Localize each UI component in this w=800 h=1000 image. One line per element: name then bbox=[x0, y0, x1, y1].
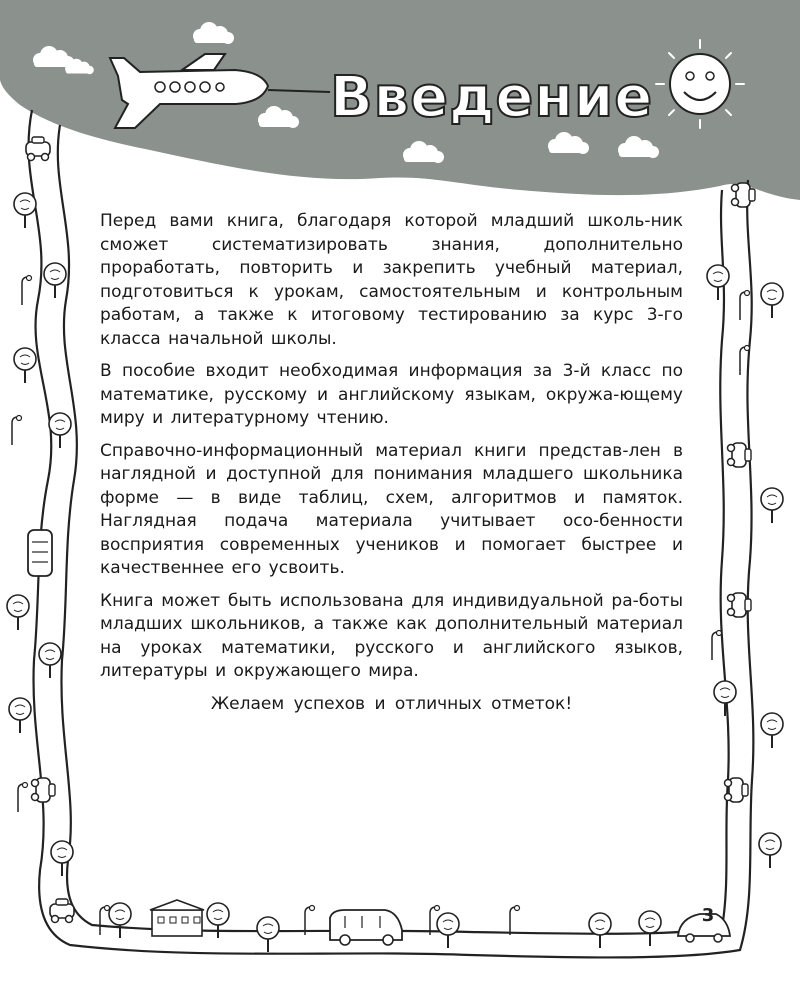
lamp-icon bbox=[712, 631, 722, 661]
tree-icon bbox=[714, 681, 736, 716]
tree-icon bbox=[109, 903, 131, 938]
tree-icon bbox=[51, 841, 73, 876]
tree-icon bbox=[39, 643, 61, 678]
paragraph: Справочно-информационный материал книги представ-лен в наглядной и доступной для понимания младшего школьника форме — в виде таблиц, схем, алгоритмов и памяток. Наглядная подача материала учитывает осо-бенности восприятия современных учеников и помогает быстрее и качественнее его усвоить. bbox=[100, 440, 683, 578]
school-building-icon bbox=[150, 900, 204, 936]
tree-icon bbox=[761, 488, 783, 523]
lamp-icon bbox=[12, 416, 22, 446]
paragraph: Перед вами книга, благодаря которой младший школь-ник сможет систематизировать знания, дополнительно проработать, повторить и закрепить учебный материал, подготовиться к урокам, самостоятельным и контрольным работам, а также к итоговому тестированию за курс 3-го класса начальной школы. bbox=[100, 211, 683, 349]
closing-wish: Желаем успехов и отличных отметок! bbox=[210, 693, 573, 714]
tree-icon bbox=[7, 595, 29, 630]
tree-icon bbox=[707, 265, 729, 300]
tree-icon bbox=[207, 903, 229, 938]
tree-icon bbox=[257, 917, 279, 952]
lamp-icon bbox=[510, 906, 520, 936]
smiling-sun-icon bbox=[656, 40, 744, 128]
tree-icon bbox=[761, 713, 783, 748]
car-icon bbox=[728, 443, 752, 467]
tree-icon bbox=[639, 911, 661, 946]
paragraph: Книга может быть использована для индивидуальной ра-боты младших школьников, а также как дополнительный материал на уроках математики, русского и английского языков, литературы и окружающего мира. bbox=[100, 590, 683, 681]
tree-icon bbox=[14, 193, 36, 228]
tree-icon bbox=[761, 283, 783, 318]
lamp-icon bbox=[18, 783, 28, 813]
tree-icon bbox=[759, 833, 781, 868]
tree-icon bbox=[9, 698, 31, 733]
tree-icon bbox=[437, 913, 459, 948]
lamp-icon bbox=[740, 291, 750, 321]
tree-icon bbox=[14, 348, 36, 383]
paragraph: В пособие входит необходимая информация за 3-й класс по математике, русскому и английскому языкам, окружа-ющему миру и литературному чтению. bbox=[100, 361, 683, 428]
tree-icon bbox=[44, 263, 66, 298]
page-number: 3 bbox=[701, 905, 715, 926]
lamp-icon bbox=[22, 276, 32, 306]
intro-text bbox=[100, 210, 683, 716]
bus-icon bbox=[28, 530, 52, 576]
page-title: Введение bbox=[330, 65, 654, 130]
tree-icon bbox=[589, 913, 611, 948]
car-icon bbox=[32, 778, 56, 802]
lamp-icon bbox=[100, 906, 110, 936]
bus-icon bbox=[330, 910, 402, 945]
